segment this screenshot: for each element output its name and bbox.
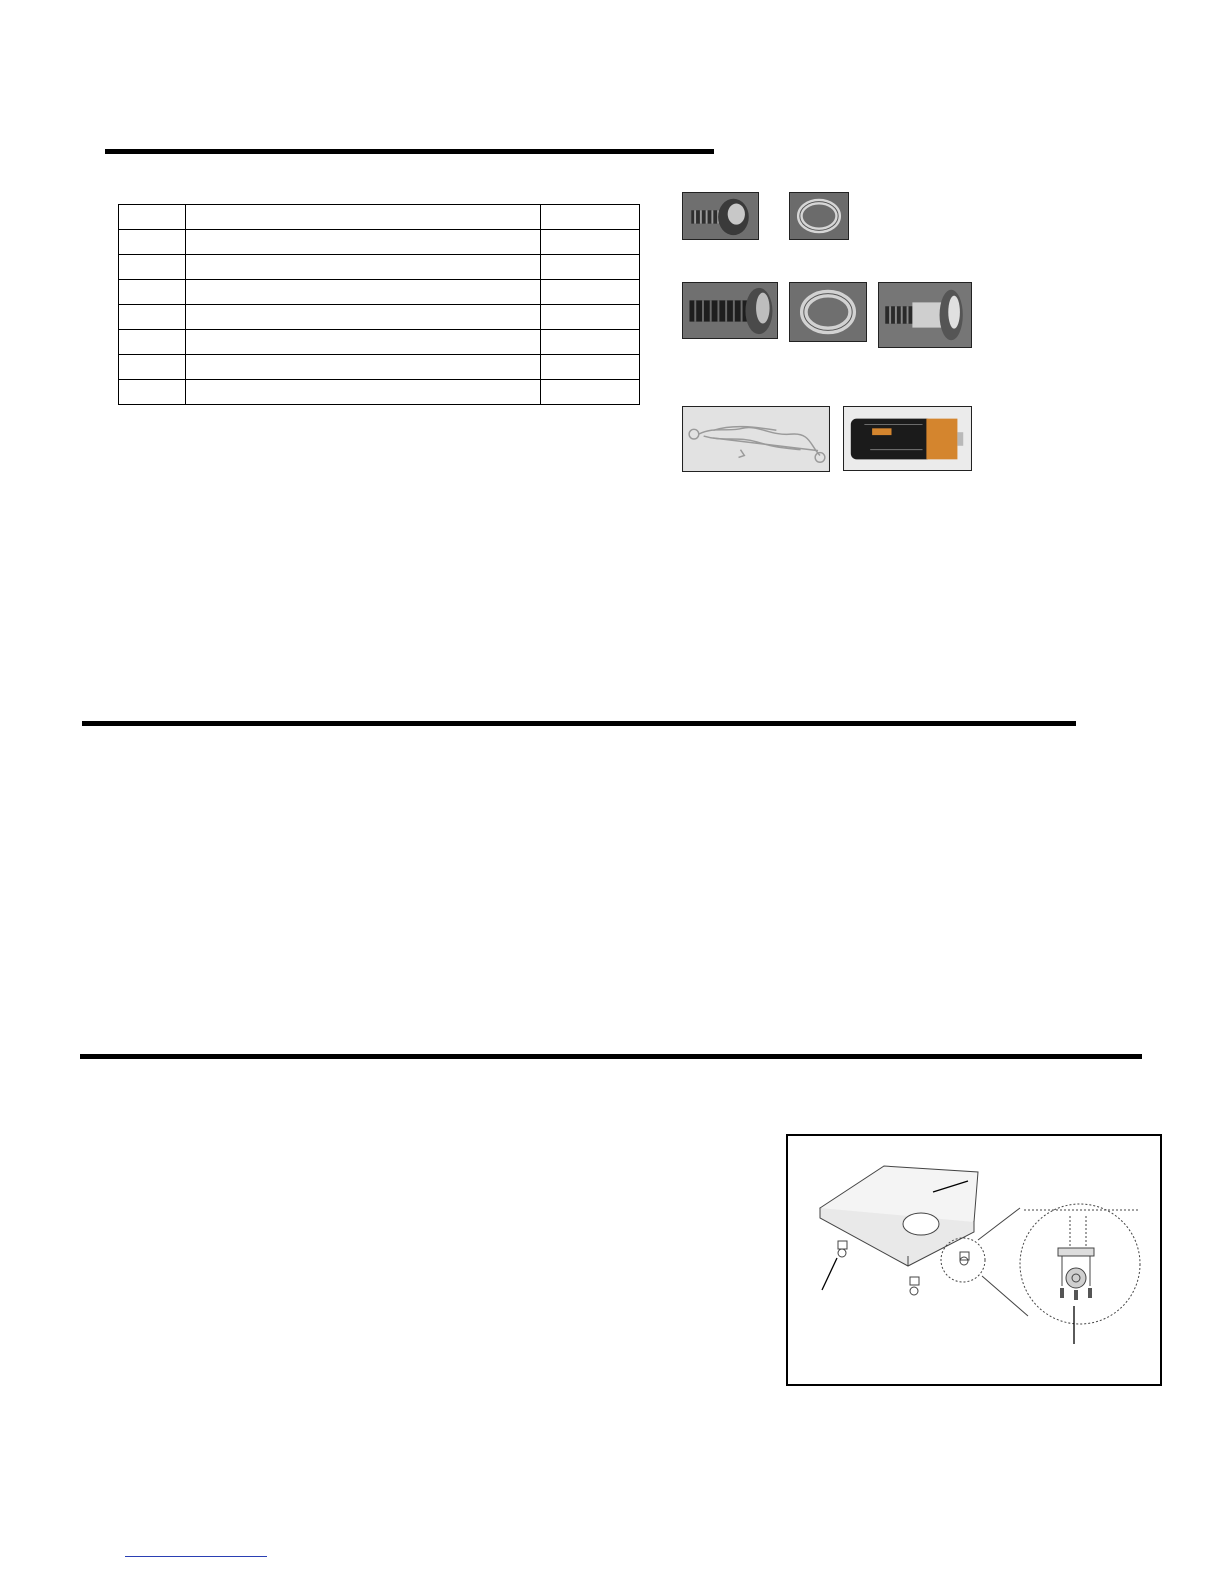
table-cell xyxy=(186,255,541,280)
caster-diagram xyxy=(788,1136,1160,1384)
table-cell xyxy=(540,305,639,330)
caster-assembly-figure xyxy=(786,1134,1162,1386)
battery-icon xyxy=(844,407,971,470)
bolt-icon xyxy=(683,283,777,338)
battery-photo xyxy=(843,406,972,471)
table-cell xyxy=(186,330,541,355)
section-rule-3 xyxy=(80,1054,1142,1059)
footer-link[interactable] xyxy=(125,1556,267,1557)
table-cell xyxy=(186,280,541,305)
table-row xyxy=(119,205,640,230)
table-row xyxy=(119,330,640,355)
bolt-photo xyxy=(682,282,778,339)
screw-icon xyxy=(683,193,758,239)
table-cell xyxy=(186,380,541,405)
table-cell xyxy=(540,355,639,380)
table-cell xyxy=(119,255,186,280)
split-washer-icon xyxy=(790,283,866,341)
table-row xyxy=(119,305,640,330)
table-cell xyxy=(119,380,186,405)
chain-photo xyxy=(682,406,830,472)
split-washer-photo xyxy=(789,282,867,342)
table-cell xyxy=(540,205,639,230)
table-cell xyxy=(186,355,541,380)
table-cell xyxy=(119,355,186,380)
table-cell xyxy=(540,280,639,305)
section-rule-2 xyxy=(82,721,1076,726)
table-cell xyxy=(119,205,186,230)
table-cell xyxy=(540,380,639,405)
table-cell xyxy=(540,255,639,280)
table-cell xyxy=(186,305,541,330)
table-cell xyxy=(540,230,639,255)
table-cell xyxy=(186,205,541,230)
parts-table xyxy=(118,204,640,405)
table-row xyxy=(119,255,640,280)
screw-photo xyxy=(682,192,759,240)
table-cell xyxy=(119,280,186,305)
shoulder-bolt-photo xyxy=(878,282,972,348)
lock-washer-icon xyxy=(790,193,848,239)
table-cell xyxy=(119,230,186,255)
table-row xyxy=(119,380,640,405)
table-cell xyxy=(540,330,639,355)
table-cell xyxy=(119,330,186,355)
table-row xyxy=(119,355,640,380)
section-rule-1 xyxy=(105,149,714,154)
lock-washer-photo xyxy=(789,192,849,240)
table-row xyxy=(119,230,640,255)
chain-icon xyxy=(683,407,829,471)
shoulder-bolt-icon xyxy=(879,283,971,347)
table-cell xyxy=(186,230,541,255)
table-row xyxy=(119,280,640,305)
table-cell xyxy=(119,305,186,330)
